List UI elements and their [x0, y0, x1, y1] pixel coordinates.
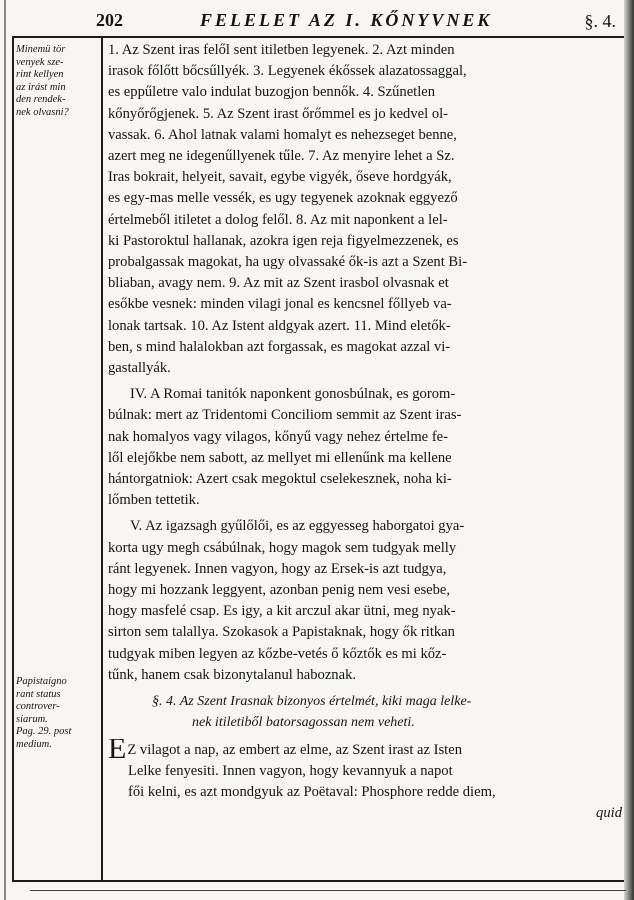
page-header — [96, 6, 626, 36]
margin-note-line: Pag. 29. post — [16, 726, 72, 737]
paragraph-iv — [108, 384, 626, 405]
catchword: quid — [596, 805, 622, 822]
drop-cap: E — [108, 738, 127, 761]
text-line: irasok főlőtt bőcsűllyék. 3. Legyenek ékőssek alazatossaggal, — [108, 63, 467, 80]
margin-divider-rule — [101, 36, 103, 882]
text-line: esőkbe vesnek: minden vilagi jonal es kencsnel főllyeb va- — [108, 296, 452, 313]
frame-rule-top — [12, 36, 624, 38]
binding-edge — [4, 0, 6, 900]
section-heading-line: §. 4. Az Szent Irasnak bizonyos értelmét, kiki maga lelke- — [152, 694, 472, 710]
margin-note-line: controver- — [16, 701, 60, 712]
text-line: ben, s mind halalokban azt forgassak, es magokat azzal vi- — [108, 338, 451, 355]
bottom-rule — [30, 890, 626, 891]
margin-note-line: nek olvasni? — [16, 106, 69, 118]
text-line: Iras bokrait, helyeit, savait, egybe vigyék, őseve hordgyák, — [108, 169, 452, 186]
text-line: es egy-mas melle vessék, es ugy tegyenek azoknak eggyező — [108, 190, 458, 207]
text-line: búlnak: mert az Tridentomi Conciliom semmit az Szent iras- — [108, 407, 462, 424]
frame-rule-bottom — [12, 880, 624, 882]
margin-note-line: venyek sze- — [16, 56, 64, 68]
margin-note-line: Minemü tör — [16, 44, 66, 55]
text-line: nak homalyos vagy vilagos, kőnyű vagy nehez értelme fe- — [108, 428, 449, 445]
margin-note-line: az irást min — [16, 81, 66, 93]
section-heading-line: nek itiletiből batorsagossan nem veheti. — [192, 715, 415, 731]
text-line: V. Az igazsagh gyűlőlői, es az eggyesseg haborgatoi gya- — [130, 518, 465, 535]
text-line: lől elejőkbe nem sabott, az mellyet mi ellenűnk ma kellene — [108, 449, 452, 466]
main-text-column — [108, 40, 626, 824]
text-line: tudgyak miben legyen az kőzbe-vetés ő kőztők es mi kőz- — [108, 645, 447, 662]
text-line: tűnk, hanem csak bizonytalanul haboznak. — [108, 666, 357, 683]
text-line: fői kelni, es azt mondgyuk az Poëtaval: Phosphore redde diem, — [128, 783, 496, 800]
text-line: probalgassak magokat, ha ugy olvassaké ők-is azt a Szent Bi- — [108, 254, 468, 271]
page-number: 202 — [96, 10, 123, 30]
text-line: lőmben tettetik. — [108, 492, 200, 509]
text-line: gastallyák. — [108, 360, 171, 377]
text-line — [108, 739, 626, 761]
text-line: lonak tartsak. 10. Az Istent aldgyak azert. 11. Mind eletők- — [108, 317, 451, 334]
margin-note-line: Papistaigno — [16, 676, 67, 687]
margin-note-line: den rendek- — [16, 94, 66, 105]
text-line: bliaban, avagy nem. 9. Az mit az Szent irasbol olvasnak et — [108, 275, 449, 292]
margin-note-line: rint kellyen — [16, 69, 64, 80]
text-line: azert meg ne idegenűllyenek tűle. 7. Az menyire lehet a Sz. — [108, 148, 455, 165]
running-head: FELELET AZ I. KŐNYVNEK — [200, 10, 493, 30]
text-line: korta ugy megh csábúlnak, hogy magok sem tudgyak melly — [108, 539, 457, 556]
text-line: IV. A Romai tanitók naponkent gonosbúlnak, es gorom- — [130, 386, 456, 403]
margin-note-line: siarum. — [16, 713, 48, 725]
section-mark: §. 4. — [584, 11, 616, 31]
text-line: ránt legyenek. Innen vagyon, hogy az Ersek-is azt tudgya, — [108, 560, 447, 577]
text-line: es eppűletre valo indulat buzogjon bennők. 4. Szűnetlen — [108, 84, 436, 101]
margin-note-reading-rules — [16, 44, 98, 119]
paragraph-v — [108, 516, 626, 537]
text-line: 1. Az Szent iras felől sent itiletben legyenek. 2. Azt minden — [108, 42, 455, 58]
text-line: Lelke fenyesiti. Innen vagyon, hogy kevannyuk a napot — [128, 762, 453, 779]
text-line: kőnyőrőgjenek. 5. Az Szent irast őrőmmel es jo kedvel ol- — [108, 105, 449, 122]
text-line: hogy masfelé csap. Es igy, a kit arczul akar ütni, meg nyak- — [108, 603, 456, 620]
frame-rule-left — [12, 36, 14, 882]
paragraph-iv-continued — [108, 405, 626, 511]
margin-note-line: rant status — [16, 688, 61, 700]
text-line-rest: Z vilagot a nap, az embert az elme, az Szent irast az Isten — [127, 741, 463, 758]
text-line: értelmeből itiletet a dolog felől. 8. Az mit naponkent a lel- — [108, 211, 448, 228]
text-line: sirton sem talallya. Szokasok a Papistaknak, hogy ők ritkan — [108, 624, 455, 641]
paragraph-v-continued — [108, 538, 626, 686]
text-line: ki Pastoroktul hallanak, azokra igen reja figyelmezzenek, es — [108, 232, 459, 249]
text-line: hántorgatniok: Azert csak megoktul cselekesznek, noha ki- — [108, 471, 452, 488]
paragraph-dropcap — [108, 739, 626, 825]
paragraph-numbered-rules — [108, 40, 626, 379]
text-line: vassak. 6. Ahol latnak valami homalyt es nehezseget benne, — [108, 126, 457, 143]
margin-note-papists — [16, 676, 98, 751]
margin-note-line: medium. — [16, 738, 52, 750]
text-line: hogy mi hozzank leggyent, azonban penig nem vesi esebe, — [108, 582, 451, 599]
section-heading — [108, 691, 626, 733]
